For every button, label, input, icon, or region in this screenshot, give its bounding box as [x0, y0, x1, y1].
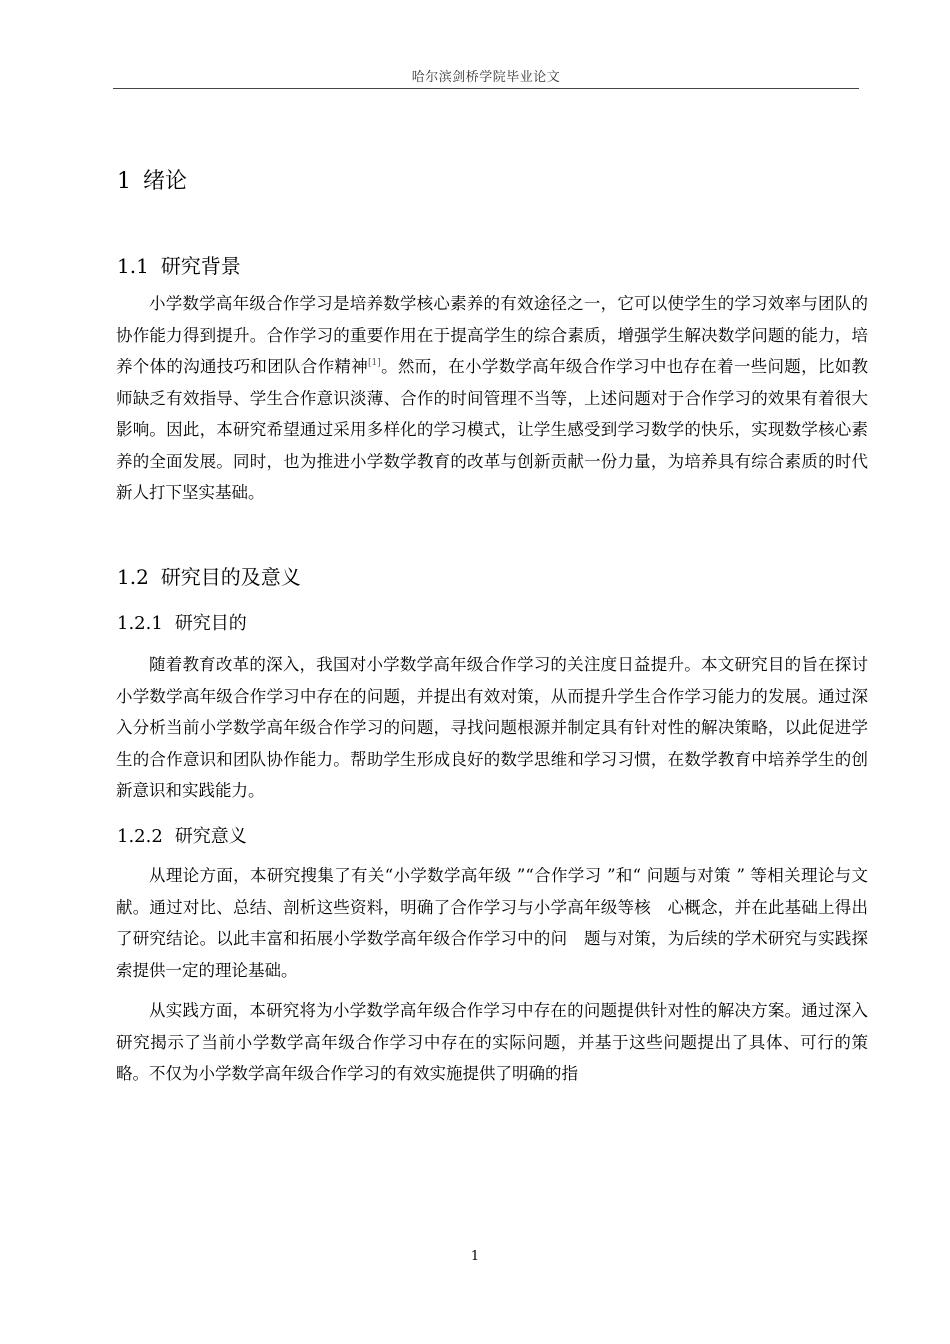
section-heading-1-2	[117, 561, 301, 590]
paragraph-background	[116, 288, 868, 509]
section-number: 1.2	[117, 565, 149, 589]
page-header: 哈尔滨剑桥学院毕业论文	[411, 70, 561, 85]
subsection-title: 研究目的	[174, 613, 247, 634]
section-heading-1-1	[117, 250, 241, 279]
citation-marker: [1]	[368, 358, 381, 368]
section-title: 研究背景	[160, 254, 241, 278]
chapter-heading	[117, 164, 187, 195]
section-title: 研究目的及意义	[160, 565, 301, 589]
paragraph-text: 。然而，在小学数学高年级合作学习中也存在着一些问题，比如教师缺乏有效指导、学生合作意识淡薄、合作的时间管理不当等，上述问题对于合作学习的效果有着很大影响。因此，本研究希望通过采用多样化的学习模式，让学生感受到学习数学的快乐，实现数学核心素养的全面发展。同时，也为推进小学数学教育的改革与创新贡献一份力量，为培养具有综合素质的时代新人打下坚实基础。	[116, 357, 869, 502]
header-divider	[113, 88, 859, 89]
paragraph-purpose: 随着教育改革的深入，我国对小学数学高年级合作学习的关注度日益提升。本文研究目的旨在探讨小学数学高年级合作学习中存在的问题，并提出有效对策，从而提升学生合作学习能力的发展。通过深入分析当前小学数学高年级合作学习的问题，寻找问题根源并制定具有针对性的解决策略，以此促进学生的合作意识和团队协作能力。帮助学生形成良好的数学思维和学习习惯，在数学教育中培养学生的创新意识和实践能力。	[116, 655, 868, 800]
subsection-number: 1.2.1	[117, 613, 163, 634]
subsection-heading-1-2-1	[117, 609, 247, 635]
paragraph-text: 小学数学高年级合作学习是培养数学核心素养的有效途径之一，它可以使学生的学习效率与团队的协作能力得到提升。合作学习的重要作用在于提高学生的综合素质，增强学生解决数学问题的能力，培养个体的沟通技巧和团队合作精神	[116, 294, 868, 376]
paragraph-theory: 从理论方面，本研究搜集了有关“小学数学高年级 ”“合作学习 ”和“ 问题与对策 ” 等相关理论与文献。通过对比、总结、剖析这些资料，明确了合作学习与小学高年级等核 心概念，并在此基础上得出了研究结论。以此丰富和拓展小学数学高年级合作学习中的问 题与对策，为后续的学术研究与实践探索提供一定的理论基础。	[116, 866, 868, 980]
chapter-title: 绪论	[143, 169, 188, 194]
chapter-number: 1	[117, 169, 131, 194]
section-number: 1.1	[117, 254, 149, 278]
subsection-title: 研究意义	[174, 826, 247, 847]
subsection-number: 1.2.2	[117, 826, 163, 847]
page-number: 1	[470, 1249, 480, 1264]
subsection-heading-1-2-2	[117, 822, 247, 848]
paragraph-practice: 从实践方面，本研究将为小学数学高年级合作学习中存在的问题提供针对性的解决方案。通过深入研究揭示了当前小学数学高年级合作学习中存在的实际问题，并基于这些问题提出了具体、可行的策略。不仅为小学数学高年级合作学习的有效实施提供了明确的指	[116, 1001, 868, 1083]
